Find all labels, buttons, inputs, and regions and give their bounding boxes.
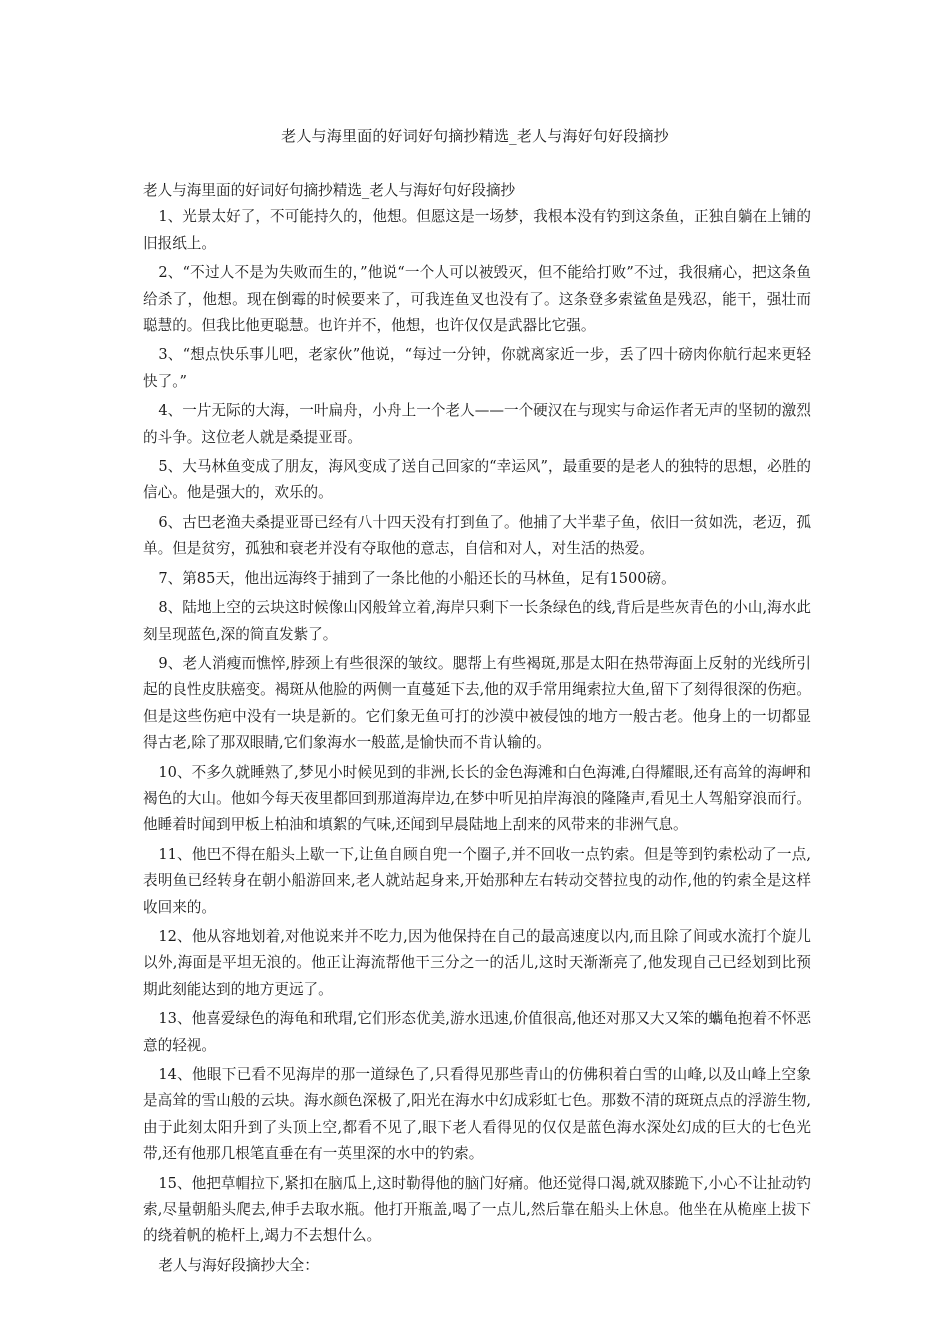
paragraph-7: 7、第85天，他出远海终于捕到了一条比他的小船还长的马林鱼，足有1500磅。	[158, 569, 676, 587]
paragraph-5: 5、大马林鱼变成了朋友，海风变成了送自己回家的“幸运风”，最重要的是老人的独特的思想，必胜的信心。他是强大的，欢乐的。	[143, 458, 811, 502]
paragraph-8: 8、陆地上空的云块这时候像山冈般耸立着,海岸只剩下一长条绿色的线,背后是些灰青色的小山,海水此刻呈现蓝色,深的简直发紫了。	[143, 599, 811, 643]
paragraph-1: 1、光景太好了，不可能持久的，他想。但愿这是一场梦，我根本没有钓到这条鱼，正独自躺在上铺的旧报纸上。	[143, 208, 811, 252]
paragraph-12: 12、他从容地划着,对他说来并不吃力,因为他保持在自己的最高速度以内,而且除了间或水流打个旋儿以外,海面是平坦无浪的。他正让海流帮他干三分之一的活儿,这时天渐渐亮了,他发现自己已经划到比预期此刻能达到的地方更远了。	[143, 927, 811, 998]
paragraph-14: 14、他眼下已看不见海岸的那一道绿色了,只看得见那些青山的仿佛积着白雪的山峰,以及山峰上空象是高耸的雪山般的云块。海水颜色深极了,阳光在海水中幻成彩虹七色。那数不清的斑斑点点的浮游生物,由于此刻太阳升到了头顶上空,都看不见了,眼下老人看得见的仅仅是蓝色海水深处幻成的巨大的七色光带,还有他那几根笔直垂在有一英里深的水中的钓索。	[143, 1066, 811, 1163]
paragraph-4: 4、一片无际的大海，一叶扁舟，小舟上一个老人——一个硬汉在与现实与命运作者无声的坚韧的激烈的斗争。这位老人就是桑提亚哥。	[143, 402, 811, 446]
section-heading: 老人与海好段摘抄大全：	[158, 1256, 319, 1274]
paragraph-9: 9、老人消瘦而憔悴,脖颈上有些很深的皱纹。腮帮上有些褐斑,那是太阳在热带海面上反射的光线所引起的良性皮肤癌变。褐斑从他脸的两侧一直蔓延下去,他的双手常用绳索拉大鱼,留下了刻得很深的伤疤。但是这些伤疤中没有一块是新的。它们象无鱼可打的沙漠中被侵蚀的地方一般古老。他身上的一切都显得古老,除了那双眼睛,它们象海水一般蓝,是愉快而不肯认输的。	[143, 654, 811, 752]
document-body	[143, 178, 811, 1279]
paragraph-13: 13、他喜爱绿色的海龟和玳瑁,它们形态优美,游水迅速,价值很高,他还对那又大又笨的蠵龟抱着不怀恶意的轻视。	[143, 1010, 811, 1054]
page-title: 老人与海里面的好词好句摘抄精选_老人与海好句好段摘抄	[281, 127, 669, 145]
paragraph-10: 10、不多久就睡熟了,梦见小时候见到的非洲,长长的金色海滩和白色海滩,白得耀眼,还有高耸的海岬和褐色的大山。他如今每天夜里都回到那道海岸边,在梦中听见拍岸海浪的隆隆声,看见土人驾船穿浪而行。他睡着时闻到甲板上柏油和填絮的气味,还闻到早晨陆地上刮来的风带来的非洲气息。	[143, 763, 811, 834]
paragraph-3: 3、“想点快乐事儿吧，老家伙”他说，“每过一分钟，你就离家近一步，丢了四十磅肉你航行起来更轻快了。”	[143, 346, 811, 390]
paragraph-2: 2、“不过人不是为失败而生的，”他说“一个人可以被毁灭，但不能给打败”不过，我很痛心，把这条鱼给杀了，他想。现在倒霉的时候要来了，可我连鱼叉也没有了。这条登多索鲨鱼是残忍，能干，强壮而聪慧的。但我比他更聪慧。也许并不，他想，也许仅仅是武器比它强。	[143, 264, 811, 335]
paragraph-15: 15、他把草帽拉下,紧扣在脑瓜上,这时勒得他的脑门好痛。他还觉得口渴,就双膝跪下,小心不让扯动钓索,尽量朝船头爬去,伸手去取水瓶。他打开瓶盖,喝了一点儿,然后靠在船头上休息。他坐在从桅座上拔下的绕着帆的桅杆上,竭力不去想什么。	[143, 1174, 811, 1245]
document-subtitle: 老人与海里面的好词好句摘抄精选_老人与海好句好段摘抄	[143, 182, 516, 199]
paragraph-6: 6、古巴老渔夫桑提亚哥已经有八十四天没有打到鱼了。他捕了大半辈子鱼，依旧一贫如洗，老迈，孤单。但是贫穷，孤独和衰老并没有夺取他的意志，自信和对人，对生活的热爱。	[143, 513, 811, 558]
paragraph-11: 11、他巴不得在船头上歇一下,让鱼自顾自兜一个圈子,并不回收一点钓索。但是等到钓索松动了一点,表明鱼已经转身在朝小船游回来,老人就站起身来,开始那种左右转动交替拉曳的动作,他的钓索全是这样收回来的。	[143, 845, 811, 916]
